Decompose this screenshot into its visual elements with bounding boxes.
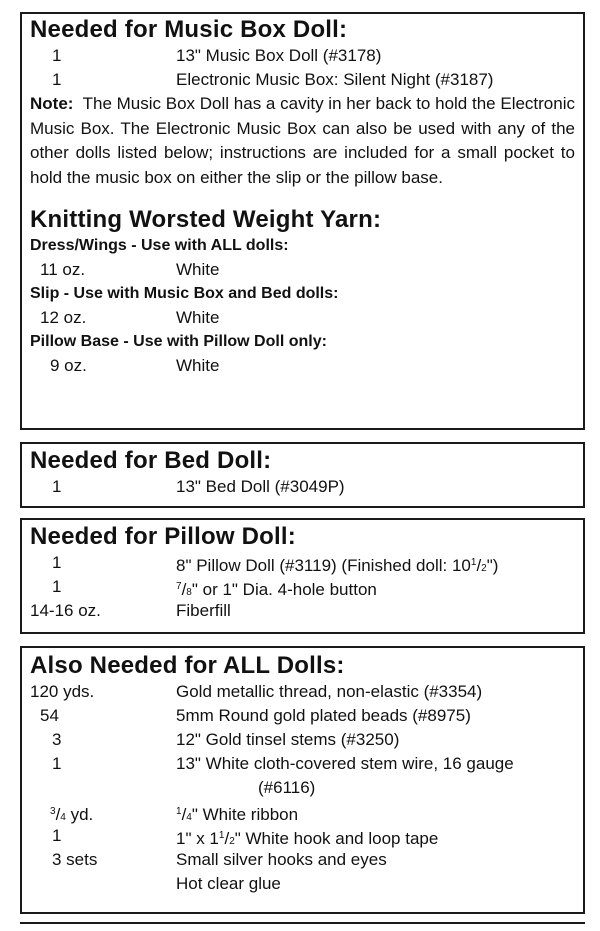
item-qty: 54 bbox=[40, 706, 59, 725]
item-desc: Electronic Music Box: Silent Night (#3187) bbox=[176, 70, 494, 89]
item-desc: Gold metallic thread, non-elastic (#3354) bbox=[176, 682, 483, 701]
list-item bbox=[30, 306, 575, 330]
item-desc: 12" Gold tinsel stems (#3250) bbox=[176, 730, 400, 749]
list-item bbox=[30, 752, 575, 776]
item-desc: White bbox=[176, 308, 220, 327]
item-qty: 3 bbox=[52, 730, 62, 749]
list-item bbox=[30, 848, 575, 872]
item-desc: 8" Pillow Doll (#3119) (Finished doll: $10^1/2$") bbox=[176, 556, 499, 575]
footer-divider bbox=[20, 922, 585, 924]
item-qty: 11 oz. bbox=[40, 260, 86, 279]
item-qty: 1 bbox=[52, 46, 62, 65]
list-item bbox=[30, 704, 575, 728]
item-qty: 120 yds. bbox=[30, 682, 95, 701]
list-item-continued bbox=[30, 776, 575, 800]
item-desc: $^1$/4" White ribbon bbox=[176, 805, 299, 824]
item-desc: White bbox=[176, 356, 220, 375]
list-item bbox=[30, 258, 575, 282]
item-desc: White bbox=[176, 260, 220, 279]
list-item bbox=[30, 800, 575, 824]
item-qty: 1 bbox=[52, 754, 62, 773]
list-item bbox=[30, 824, 575, 848]
yarn-group bbox=[30, 282, 575, 330]
list-item bbox=[30, 872, 575, 896]
bed-doll-section bbox=[20, 442, 585, 508]
list-item bbox=[30, 68, 575, 92]
item-desc: Small silver hooks and eyes bbox=[176, 850, 387, 869]
item-qty: 3 sets bbox=[52, 850, 98, 869]
yarn-group-label: Dress/Wings - Use with ALL dolls: bbox=[30, 237, 289, 254]
item-qty: 9 oz. bbox=[50, 356, 87, 375]
list-item bbox=[30, 475, 575, 499]
yarn-group bbox=[30, 330, 575, 378]
item-qty: 1 bbox=[52, 826, 62, 845]
yarn-group bbox=[30, 234, 575, 282]
item-qty: 12 oz. bbox=[40, 308, 87, 327]
yarn-group-label: Slip - Use with Music Box and Bed dolls: bbox=[30, 285, 339, 302]
item-desc: 13" Bed Doll (#3049P) bbox=[176, 477, 345, 496]
yarn-heading: Knitting Worsted Weight Yarn: bbox=[30, 206, 382, 233]
item-qty: 1 bbox=[52, 70, 62, 89]
item-desc: (#6116) bbox=[258, 778, 316, 797]
pillow-heading: Needed for Pillow Doll: bbox=[30, 523, 296, 550]
all-dolls-section bbox=[20, 646, 585, 914]
note-text: The Music Box Doll has a cavity in her back to hold the Electronic Music Box. The Electronic Music Box can also be used with any of the other dolls listed below; instructions are included for a small pocket to hold the music box on either the slip or the pillow base. bbox=[30, 94, 575, 187]
item-qty: 1 bbox=[52, 553, 62, 572]
bed-heading: Needed for Bed Doll: bbox=[30, 447, 272, 474]
list-item bbox=[30, 599, 575, 623]
item-desc: 13" Music Box Doll (#3178) bbox=[176, 46, 382, 65]
music-box-note bbox=[30, 92, 575, 190]
list-item bbox=[30, 575, 575, 599]
music-box-heading: Needed for Music Box Doll: bbox=[30, 16, 348, 43]
item-desc: Fiberfill bbox=[176, 601, 231, 620]
list-item bbox=[30, 728, 575, 752]
item-desc: 13" White cloth-covered stem wire, 16 gauge bbox=[176, 754, 514, 773]
list-item bbox=[30, 354, 575, 378]
list-item bbox=[30, 551, 575, 575]
item-qty: 14-16 oz. bbox=[30, 601, 101, 620]
item-desc: 1" x $1^1/2$" White hook and loop tape bbox=[176, 829, 439, 848]
music-box-doll-section bbox=[20, 12, 585, 430]
item-qty: 1 bbox=[52, 477, 62, 496]
item-qty: 1 bbox=[52, 577, 62, 596]
pillow-doll-section bbox=[20, 518, 585, 634]
list-item bbox=[30, 680, 575, 704]
item-desc: $^7$/8" or 1" Dia. 4-hole button bbox=[176, 580, 377, 599]
list-item bbox=[30, 44, 575, 68]
item-desc: 5mm Round gold plated beads (#8975) bbox=[176, 706, 471, 725]
note-label: Note: bbox=[30, 94, 74, 113]
item-desc: Hot clear glue bbox=[176, 874, 281, 893]
yarn-group-label: Pillow Base - Use with Pillow Doll only: bbox=[30, 333, 327, 350]
all-heading: Also Needed for ALL Dolls: bbox=[30, 652, 345, 679]
item-qty: $^3$/4 yd. bbox=[50, 805, 94, 824]
